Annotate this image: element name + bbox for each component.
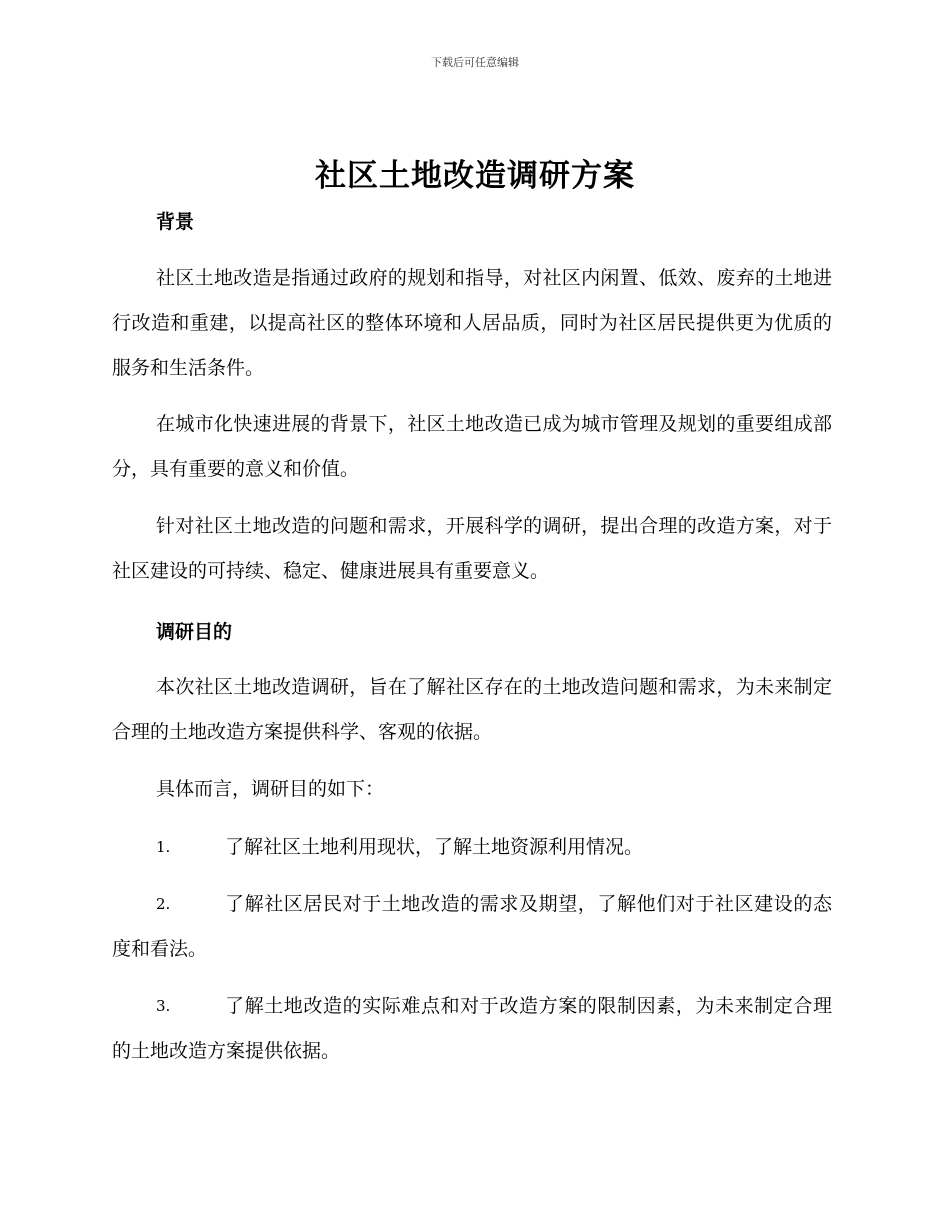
list-item-number: 2. (156, 895, 171, 913)
paragraph: 在城市化快速进展的背景下，社区土地改造已成为城市管理及规划的重要组成部分，具有重要的意义和价值。 (112, 413, 832, 480)
paragraph: 具体而言，调研目的如下： (156, 778, 385, 800)
list-item (112, 984, 832, 1074)
list-item-text: 了解土地改造的实际难点和对于改造方案的限制因素，为未来制定合理的土地改造方案提供依据。 (112, 995, 832, 1062)
list-item (112, 825, 832, 870)
paragraph: 针对社区土地改造的问题和需求，开展科学的调研，提出合理的改造方案，对于社区建设的可持续、稳定、健康进展具有重要意义。 (112, 515, 832, 582)
paragraph: 本次社区土地改造调研，旨在了解社区存在的土地改造问题和需求，为未来制定合理的土地改造方案提供科学、客观的依据。 (112, 676, 832, 743)
section-heading-purpose: 调研目的 (156, 621, 233, 643)
paragraph: 社区土地改造是指通过政府的规划和指导，对社区内闲置、低效、废弃的土地进行改造和重建，以提高社区的整体环境和人居品质，同时为社区居民提供更为优质的服务和生活条件。 (112, 267, 832, 379)
list-item (112, 882, 832, 972)
list-item-number: 1. (156, 838, 171, 856)
section-heading-background: 背景 (156, 211, 195, 233)
header-note: 下载后可任意编辑 (431, 56, 519, 69)
list-item-text: 了解社区土地利用现状，了解土地资源利用情况。 (225, 836, 644, 858)
list-item-text: 了解社区居民对于土地改造的需求及期望，了解他们对于社区建设的态度和看法。 (112, 893, 832, 960)
list-item-number: 3. (156, 997, 171, 1015)
document-title: 社区土地改造调研方案 (315, 158, 635, 194)
